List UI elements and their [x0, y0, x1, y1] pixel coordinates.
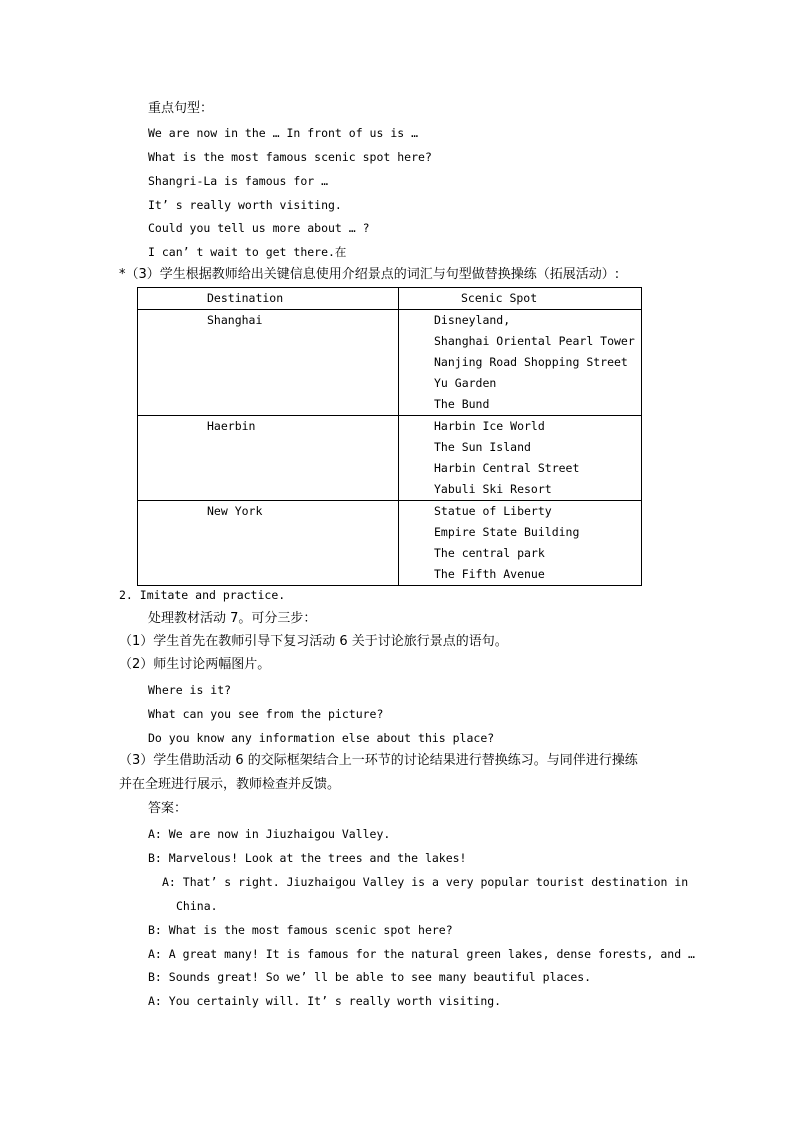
table-row: [138, 501, 642, 586]
scenic-spot-item: Disneyland,: [434, 313, 511, 327]
dialogue-line: A: That’ s right. Jiuzhaigou Valley is a very popular tourist destination in: [162, 875, 689, 889]
section2-title: 2. Imitate and practice.: [119, 588, 286, 602]
destination-cell: Shanghai: [207, 313, 263, 327]
dialogue-line: B: Sounds great! So we’ ll be able to see many beautiful places.: [148, 970, 592, 984]
pattern-line: We are now in the … In front of us is …: [148, 126, 419, 140]
scenic-spot-item: The Fifth Avenue: [434, 567, 545, 581]
scenic-spot-item: The Sun Island: [434, 440, 531, 454]
scenic-spot-item: Shanghai Oriental Pearl Tower: [434, 334, 635, 348]
scenic-spot-item: Nanjing Road Shopping Street: [434, 355, 628, 369]
pattern-line: It’ s really worth visiting.: [148, 198, 342, 212]
pattern-line: I can’ t wait to get there.在: [148, 245, 347, 259]
destination-cell: Haerbin: [207, 419, 256, 433]
dialogue-line: A: We are now in Jiuzhaigou Valley.: [148, 827, 391, 841]
scenic-spot-item: The central park: [434, 546, 545, 560]
pattern-line: What is the most famous scenic spot here?: [148, 150, 432, 164]
key-patterns-heading: 重点句型：: [148, 101, 214, 116]
pattern-line: Could you tell us more about … ?: [148, 221, 370, 235]
dialogue-line: B: Marvelous! Look at the trees and the lakes!: [148, 851, 467, 865]
destination-header: Destination: [138, 288, 399, 310]
dialogue-line: A: A great many! It is famous for the natural green lakes, dense forests, and …: [148, 947, 695, 961]
pattern-line: Shangri-La is famous for …: [148, 174, 329, 188]
destination-cell: New York: [207, 504, 263, 518]
scenic-spot-item: Harbin Central Street: [434, 461, 580, 475]
scenic-spot-item: Yabuli Ski Resort: [434, 482, 552, 496]
destination-table: [137, 287, 642, 586]
scenic-spot-item: Yu Garden: [434, 376, 497, 390]
scenic-spot-item: Harbin Ice World: [434, 419, 545, 433]
section2-step2: （2）师生讨论两幅图片。: [119, 657, 271, 672]
scenic-spot-header: Scenic Spot: [399, 288, 642, 310]
discussion-question: Where is it?: [148, 683, 232, 697]
scenic-spot-item: Statue of Liberty: [434, 504, 552, 518]
section2-intro: 处理教材活动 7。可分三步：: [148, 611, 317, 626]
dialogue-line: B: What is the most famous scenic spot here?: [148, 923, 453, 937]
discussion-question: What can you see from the picture?: [148, 707, 384, 721]
dialogue-line: China.: [176, 899, 218, 913]
dialogue-line: A: You certainly will. It’ s really worth visiting.: [148, 994, 502, 1008]
table-row: [138, 416, 642, 501]
table-header-row: [138, 288, 642, 310]
scenic-spot-item: The Bund: [434, 397, 490, 411]
discussion-question: Do you know any information else about this place?: [148, 731, 495, 745]
table-row: [138, 310, 642, 416]
section2-step3-line2: 并在全班进行展示，教师检查并反馈。: [119, 777, 341, 792]
step3-extension-instruction: *（3）学生根据教师给出关键信息使用介绍景点的词汇与句型做替换操练（拓展活动）:: [119, 267, 620, 282]
section2-step1: （1）学生首先在教师引导下复习活动 6 关于讨论旅行景点的语句。: [119, 634, 508, 649]
scenic-spot-item: Empire State Building: [434, 525, 580, 539]
section2-step3-line1: （3）学生借助活动 6 的交际框架结合上一环节的讨论结果进行替换练习。与同伴进行操练: [119, 753, 638, 768]
answer-label: 答案：: [148, 801, 188, 816]
